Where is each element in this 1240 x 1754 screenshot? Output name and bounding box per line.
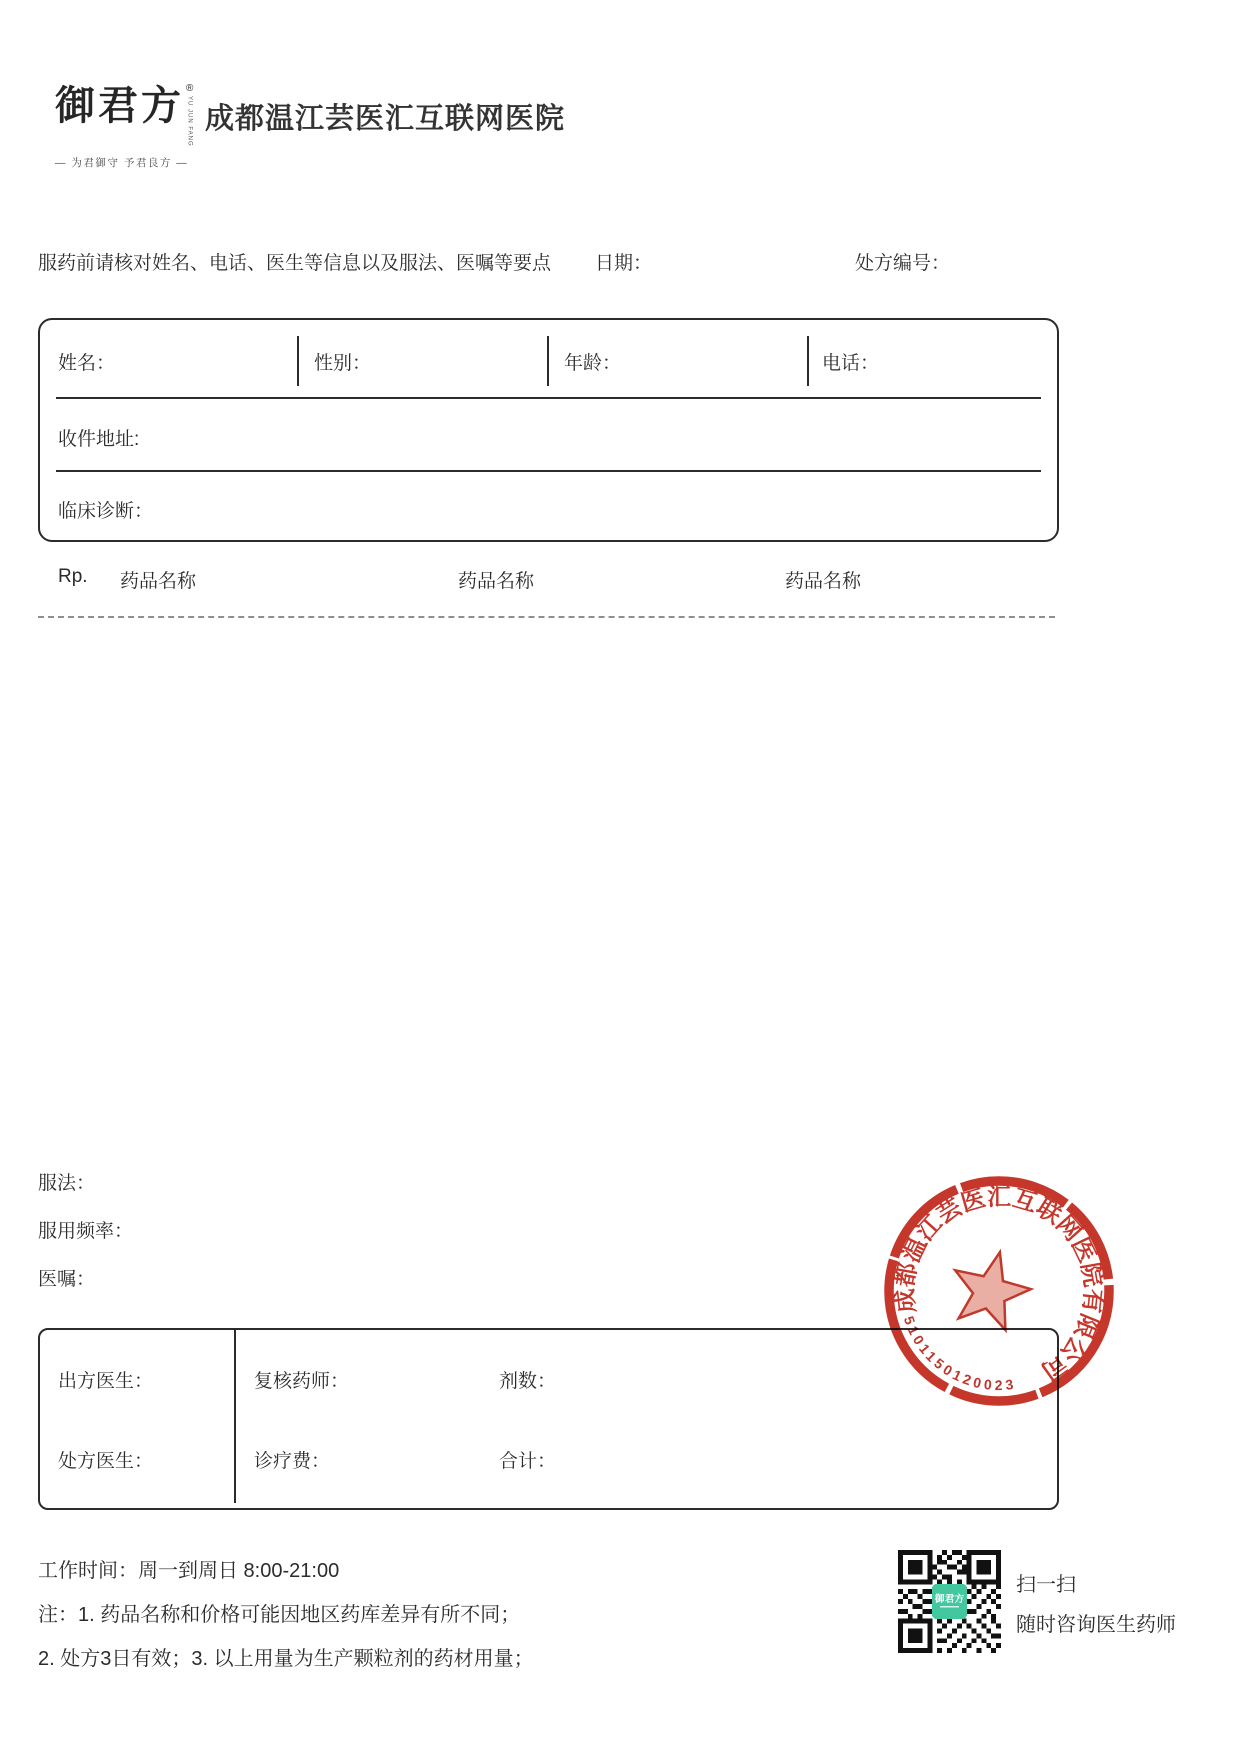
- dose-count-label: 剂数：: [499, 1371, 557, 1392]
- seal-company-name: 成都温江芸医汇互联网医院有限公司: [891, 1183, 1107, 1385]
- clinical-diagnosis-label: 临床诊断：: [58, 501, 154, 522]
- date-label: 日期：: [595, 253, 653, 274]
- note-line-2: 2. 处方3日有效；3. 以上用量为生产颗粒剂的药材用量；: [38, 1648, 534, 1670]
- hospital-title: 成都温江芸医汇互联网医院: [205, 103, 566, 135]
- medication-check-reminder: 服药前请核对姓名、电话、医生等信息以及服法、医嘱等要点: [38, 253, 552, 274]
- rx-number-label: 处方编号：: [855, 253, 951, 274]
- drug-name-header-3: 药品名称: [785, 571, 862, 592]
- brand-logo-pinyin: YU JUN FANG: [186, 96, 193, 147]
- divider: [56, 397, 1041, 399]
- consultation-fee-label: 诊疗费：: [254, 1451, 331, 1472]
- patient-phone-label: 电话：: [822, 353, 880, 374]
- qr-scan-label: 扫一扫: [1016, 1574, 1076, 1596]
- brand-logo-text: 御君方: [55, 83, 184, 128]
- divider: [234, 1330, 236, 1503]
- qr-code: [898, 1550, 1001, 1653]
- divider: [807, 336, 809, 386]
- total-label: 合计：: [499, 1451, 557, 1472]
- registered-trademark-icon: ®: [186, 83, 194, 94]
- reviewing-pharmacist-label: 复核药师：: [254, 1371, 350, 1392]
- official-seal-stamp: [879, 1171, 1119, 1411]
- drug-name-header-1: 药品名称: [120, 571, 197, 592]
- seal-serial-number: 5101150120023: [900, 1313, 1018, 1394]
- drug-name-header-2: 药品名称: [458, 571, 535, 592]
- dashed-separator: [38, 616, 1055, 618]
- doctor-advice-label: 医嘱：: [38, 1269, 96, 1290]
- seal-star-icon: [955, 1252, 1031, 1330]
- brand-tagline: — 为君御守 予君良方 —: [55, 156, 189, 169]
- rp-label: Rp.: [58, 566, 88, 587]
- prescribing-doctor-label: 处方医生：: [58, 1451, 154, 1472]
- patient-gender-label: 性别：: [314, 353, 372, 374]
- qr-logo-text: 御君方: [934, 1593, 965, 1605]
- work-hours: 工作时间：周一到周日 8:00-21:00: [38, 1560, 340, 1582]
- patient-info-box: [38, 318, 1059, 542]
- patient-age-label: 年龄：: [564, 353, 622, 374]
- usage-frequency-label: 服用频率：: [38, 1221, 134, 1242]
- divider: [297, 336, 299, 386]
- qr-logo-subline: [940, 1606, 959, 1608]
- divider: [56, 470, 1041, 472]
- shipping-address-label: 收件地址:: [58, 429, 140, 450]
- qr-scan-description: 随时咨询医生药师: [1016, 1614, 1176, 1636]
- brand-logo: [55, 84, 195, 170]
- usage-method-label: 服法：: [38, 1173, 96, 1194]
- divider: [547, 336, 549, 386]
- note-line-1: 注：1. 药品名称和价格可能因地区药库差异有所不同；: [38, 1604, 521, 1626]
- patient-name-label: 姓名：: [58, 353, 116, 374]
- issuing-doctor-label: 出方医生：: [58, 1371, 154, 1392]
